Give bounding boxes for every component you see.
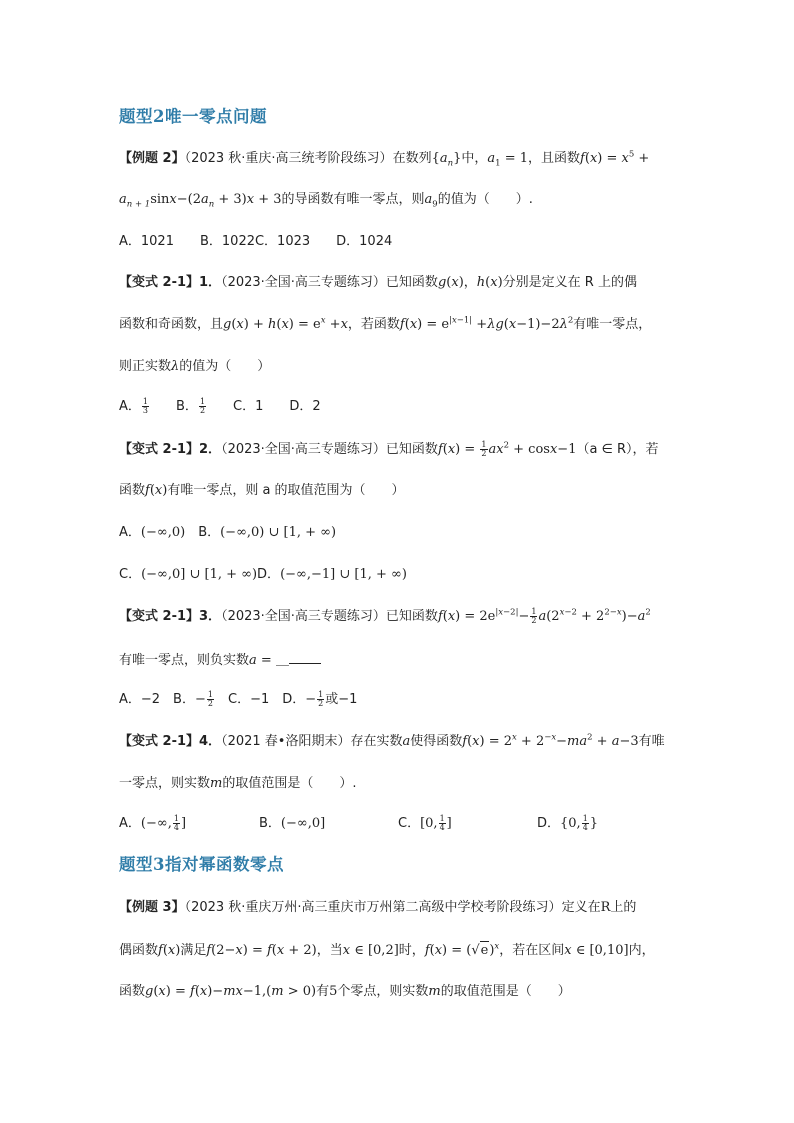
example-3-line-3: 函数g(x) = f(x)−mx−1,(m > 0)有5个零点，则实数m的取值范围是（ ） bbox=[119, 984, 571, 999]
question-source: （2023·全国·高三专题练习） bbox=[221, 609, 386, 624]
variant-4-option-d: D．{0, $\frac{1}{4}$ } bbox=[537, 814, 599, 832]
variant-2-options-cd: C．(−∞,0] ∪ [1, + ∞)D．(−∞,−1] ∪ [1, + ∞) bbox=[119, 567, 407, 582]
variant-2-line-1: 【变式 2-1】2．（2023·全国·高三专题练习）已知函数f(x) = $\frac{1}{2}$ $ax^2 + \cos x-1(a$ ∈ R），若 bbox=[119, 440, 659, 458]
question-tag: 【变式 2-1】1． bbox=[119, 275, 222, 290]
question-source: （2023·全国·高三专题练习） bbox=[221, 275, 386, 290]
example-3-line-1: 【例题 3】（2023 秋·重庆万州·高三重庆市万州第二高级中学校考阶段练习）定义在R上的 bbox=[119, 900, 637, 915]
variant-4-line-1: 【变式 2-1】4．（2021 春•洛阳期末）存在实数a使得函数$f(x) = 2^x + 2^{-x}-ma^2 + a-3$有唯 bbox=[119, 732, 665, 749]
question-source: （2023 秋·重庆·高三统考阶段练习） bbox=[184, 151, 393, 166]
answer-blank[interactable] bbox=[289, 651, 321, 664]
question-tag: 【变式 2-1】4． bbox=[119, 734, 222, 749]
variant-1-options: A． $\frac{1}{3}$ B． $\frac{1}{2}$ C．1 D．2 bbox=[119, 397, 321, 415]
question-tag: 【变式 2-1】3． bbox=[119, 609, 222, 624]
variant-3-line-2: 有唯一零点，则负实数a = ＿ bbox=[119, 651, 321, 670]
example-2-line-1: 【例题 2】（2023 秋·重庆·高三统考阶段练习）在数列$\{a_n\}$中，$a_1 = 1$，且函数$f(x) = x^5$ + bbox=[119, 149, 650, 169]
variant-2-options-ab: A．(−∞,0) B．(−∞,0) ∪ [1, + ∞) bbox=[119, 525, 337, 540]
example-2-options: A．1021 B．1022C．1023 D．1024 bbox=[119, 234, 393, 249]
variant-4-option-c: C．[0, $\frac{1}{4}$ ] bbox=[398, 814, 452, 832]
question-source: （2023·全国·高三专题练习） bbox=[221, 442, 386, 457]
variant-2-line-2: 函数f(x)有唯一零点，则 a 的取值范围为（ ） bbox=[119, 483, 405, 498]
question-tag: 【例题 2】 bbox=[119, 151, 185, 166]
variant-1-line-1: 【变式 2-1】1．（2023·全国·高三专题练习）已知函数g(x)，h(x)分别是定义在 R 上的偶 bbox=[119, 275, 637, 290]
variant-4-option-a: A．(−∞, $\frac{1}{4}$ ] bbox=[119, 814, 187, 832]
section-heading-3: 题型3指对幂函数零点 bbox=[119, 855, 284, 874]
question-source: （2021 春•洛阳期末） bbox=[221, 734, 351, 749]
variant-3-options: A．−2 B．− $\frac{1}{2}$ C．−1 D．− $\frac{1}{2}$ 或−1 bbox=[119, 690, 358, 708]
example-3-line-2: 偶函数f(x)满足f(2−x) = f(x + 2)，当x ∈ [0,2]时，$f(x) = (√e)^x$，若在区间x ∈ [0,10]内， bbox=[119, 941, 655, 958]
section-heading-2: 题型2唯一零点问题 bbox=[119, 107, 267, 126]
variant-1-line-2: 函数和奇函数，且$g(x) + h(x) = e^x +x$，若函数$f(x) = e^{|x-1|} +\lambda g(x-1)-2\lambda^2$有唯一零点， bbox=[119, 315, 652, 332]
variant-3-line-1: 【变式 2-1】3．（2023·全国·高三专题练习）已知函数$f(x) = 2e^{|x-2|}-$ $\frac{1}{2}$ $a(2^{x-2} + 2^{2-x})-a^2$ bbox=[119, 607, 651, 625]
question-source: （2023 秋·重庆万州·高三重庆市万州第二高级中学校考阶段练习） bbox=[184, 900, 562, 915]
question-tag: 【例题 3】 bbox=[119, 900, 185, 915]
variant-4-option-b: B．(−∞,0] bbox=[259, 816, 326, 831]
variant-4-line-2: 一零点，则实数m的取值范围是（ ）. bbox=[119, 776, 357, 791]
question-tag: 【变式 2-1】2． bbox=[119, 442, 222, 457]
example-2-line-2: $a_{n + 1}\sin x-(2a_n + 3)x + 3$的导函数有唯一零点，则$a_9$的值为（ ）. bbox=[119, 192, 533, 210]
variant-1-line-3: 则正实数λ的值为（ ） bbox=[119, 359, 271, 374]
